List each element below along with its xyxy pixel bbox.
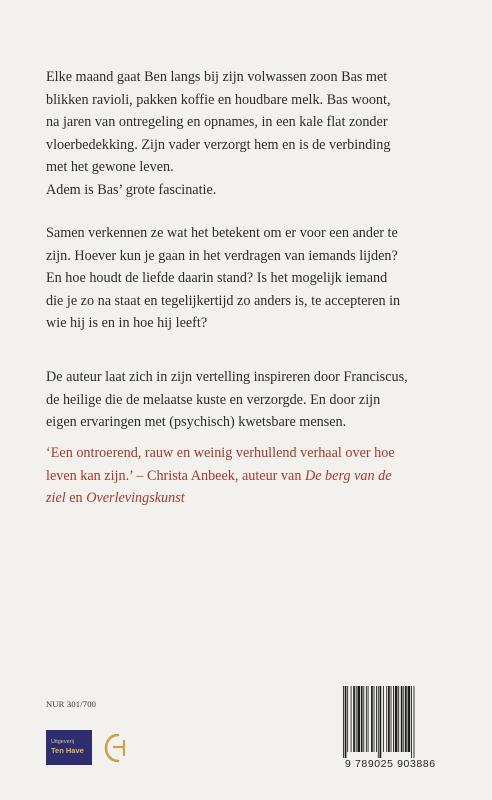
text-line: Elke maand gaat Ben langs bij zijn volwassen zoon Bas met xyxy=(46,69,388,85)
barcode-bar xyxy=(353,686,355,752)
barcode-bar xyxy=(347,686,348,752)
quote-text: ‘Een ontroerend, rauw en weinig verhullend verhaal over hoe xyxy=(46,445,395,461)
barcode-bar xyxy=(391,686,392,752)
barcode-bar xyxy=(368,686,369,752)
book-title: Overlevingskunst xyxy=(86,490,185,507)
text-line: vloerbedekking. Zijn vader verzorgt hem en is de verbinding xyxy=(46,136,391,153)
barcode-bar xyxy=(401,686,403,752)
barcode-bar xyxy=(383,686,384,752)
text-line: De auteur laat zich in zijn vertelling inspireren door Franciscus, xyxy=(46,369,408,385)
barcode-bar xyxy=(403,686,404,752)
barcode-bar xyxy=(374,686,375,752)
barcode-bar xyxy=(386,686,387,752)
nur-code: NUR 301/700 xyxy=(46,699,97,709)
barcode-bar xyxy=(411,686,412,758)
imprint-mark-icon xyxy=(104,733,132,763)
publisher-line-1: Uitgeverij xyxy=(51,739,74,745)
quote-line xyxy=(46,465,450,488)
barcode-bar xyxy=(357,686,360,752)
text-line: En hoe houdt de liefde daarin stand? Is het mogelijk iemand xyxy=(46,270,388,287)
barcode-bar xyxy=(395,686,398,752)
barcode-bar xyxy=(361,686,363,752)
blurb-paragraph-1 xyxy=(46,66,450,202)
text-line: Samen verkennen ze wat het betekent om er voor een ander te xyxy=(46,225,398,241)
barcode-bar xyxy=(388,686,390,752)
barcode-bar xyxy=(405,686,407,752)
barcode-bar xyxy=(414,686,415,758)
text-line: wie hij is en in hoe hij leeft? xyxy=(46,315,208,332)
review-quote xyxy=(46,442,450,510)
text-line: Adem is Bas’ grote fascinatie. xyxy=(46,181,217,198)
barcode-bar xyxy=(366,686,367,752)
ten-have-logo xyxy=(46,730,92,765)
isbn-number: 9 789025 903886 xyxy=(345,758,436,770)
blurb-paragraph-2 xyxy=(46,222,450,335)
text-line: blikken ravioli, pakken koffie en houdbare melk. Bas woont, xyxy=(46,91,391,108)
barcode-bar xyxy=(376,686,377,752)
barcode-bar xyxy=(356,686,357,752)
blurb-paragraph-3 xyxy=(46,366,450,434)
quote-text: en xyxy=(65,490,87,507)
book-title: ziel xyxy=(46,490,66,507)
barcode-bar xyxy=(371,686,373,752)
barcode-bar xyxy=(363,686,364,752)
barcode-bars xyxy=(339,686,444,758)
publisher-line-2: Ten Have xyxy=(51,746,84,755)
barcode-bar xyxy=(398,686,399,752)
barcode-bar xyxy=(393,686,394,752)
quote-line xyxy=(46,487,450,510)
text-line: zijn. Hoever kun je gaan in het verdragen van iemands lijden? xyxy=(46,247,398,264)
barcode xyxy=(339,686,444,772)
barcode-bar xyxy=(408,686,411,752)
barcode-bar xyxy=(380,686,382,758)
barcode-bar xyxy=(351,686,352,752)
text-line: na jaren van ontregeling en opnames, in een kale flat zonder xyxy=(46,114,388,131)
quote-text: leven kan zijn.’ – Christa Anbeek, auteur van xyxy=(46,467,305,484)
barcode-bar xyxy=(343,686,344,758)
quote-line xyxy=(46,442,450,465)
barcode-bar xyxy=(345,686,347,758)
text-line: de heilige die de melaatse kuste en verzorgde. En door zijn xyxy=(46,391,381,408)
book-title: De berg van de xyxy=(304,467,392,484)
barcode-bar xyxy=(378,686,379,758)
text-line: met het gewone leven. xyxy=(46,159,174,176)
text-line: eigen ervaringen met (psychisch) kwetsbare mensen. xyxy=(46,414,347,431)
text-line: die je zo na staat en tegelijkertijd zo anders is, te accepteren in xyxy=(46,292,401,309)
